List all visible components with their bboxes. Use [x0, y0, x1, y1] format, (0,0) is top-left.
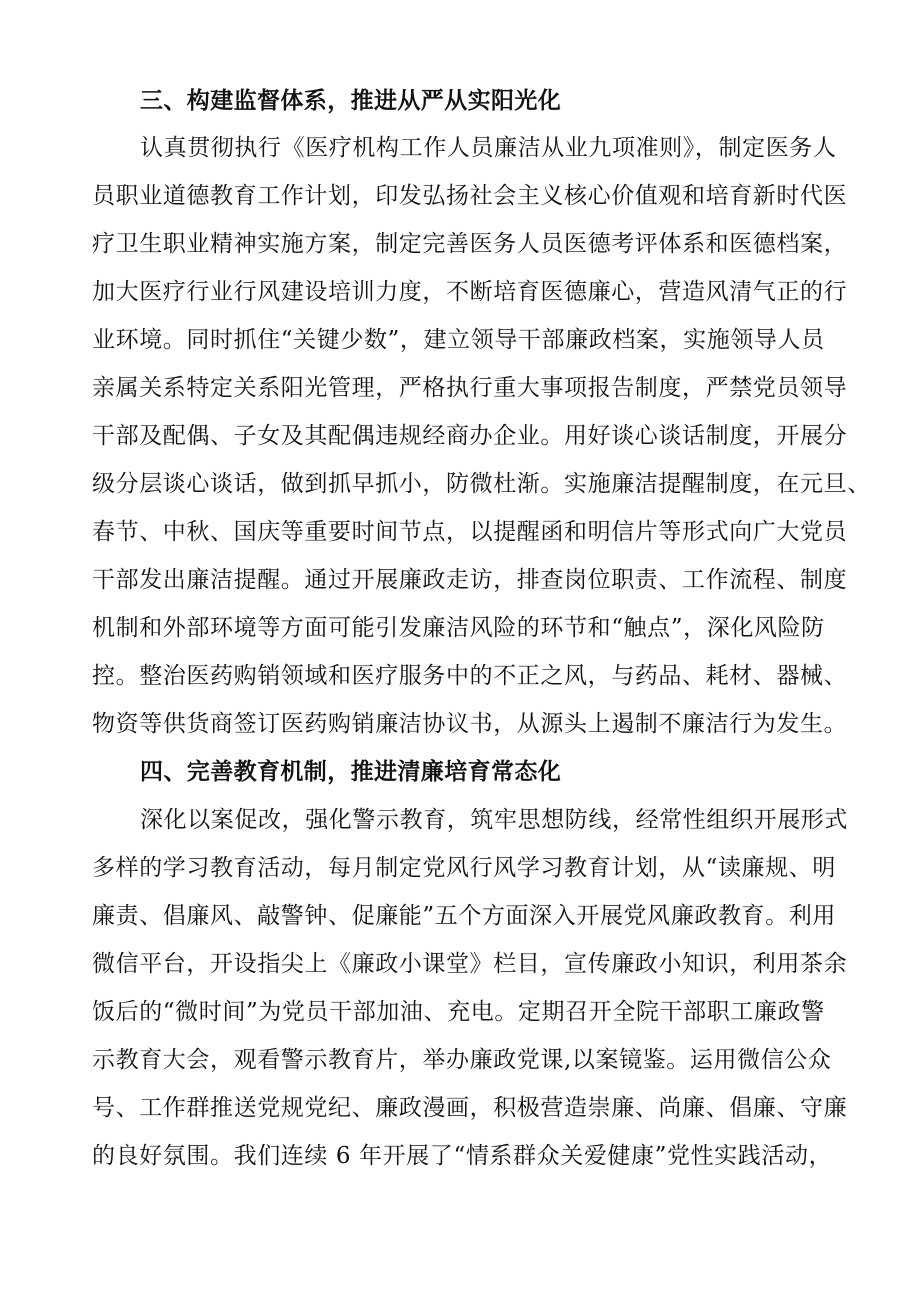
paragraph-line: 物资等供货商签订医药购销廉洁协议书，从源头上遏制不廉洁行为发生。	[92, 711, 848, 737]
paragraph-line: 微信平台，开设指尖上《廉政小课堂》栏目，宣传廉政小知识，利用茶余	[92, 951, 848, 977]
paragraph-line: 业环境。同时抓住“关键少数”，建立领导干部廉政档案，实施领导人员	[92, 327, 825, 353]
section-heading: 三、构建监督体系，推进从严从实阳光化	[140, 88, 562, 114]
paragraph-line: 春节、中秋、国庆等重要时间节点，以提醒函和明信片等形式向广大党员	[92, 519, 848, 545]
paragraph-line: 亲属关系特定关系阳光管理，严格执行重大事项报告制度，严禁党员领导	[92, 375, 848, 401]
paragraph-line: 的良好氛围。我们连续 6 年开展了“情系群众关爱健康”党性实践活动，	[92, 1143, 833, 1169]
paragraph-line: 饭后的“微时间”为党员干部加油、充电。定期召开全院干部职工廉政警	[92, 999, 825, 1025]
paragraph-line: 号、工作群推送党规党纪、廉政漫画，积极营造崇廉、尚廉、倡廉、守廉	[92, 1095, 848, 1121]
paragraph-line: 廉责、倡廉风、敲警钟、促廉能”五个方面深入开展党风廉政教育。利用	[92, 903, 836, 929]
paragraph-line: 疗卫生职业精神实施方案，制定完善医务人员医德考评体系和医德档案，	[92, 231, 848, 257]
paragraph-line: 加大医疗行业行风建设培训力度，不断培育医德廉心，营造风清气正的行	[92, 279, 848, 305]
paragraph-line: 多样的学习教育活动，每月制定党风行风学习教育计划，从“读廉规、明	[92, 855, 836, 881]
paragraph-line: 控。整治医药购销领域和医疗服务中的不正之风，与药品、耗材、器械、	[92, 663, 848, 689]
paragraph-line: 干部发出廉洁提醒。通过开展廉政走访，排查岗位职责、工作流程、制度	[92, 567, 848, 593]
section-heading: 四、完善教育机制，推进清廉培育常态化	[140, 759, 562, 785]
paragraph-line: 机制和外部环境等方面可能引发廉洁风险的环节和“触点”，深化风险防	[92, 615, 825, 641]
paragraph-line: 干部及配偶、子女及其配偶违规经商办企业。用好谈心谈话制度，开展分	[92, 423, 848, 449]
paragraph-line: 示教育大会，观看警示教育片，举办廉政党课,以案镜鉴。运用微信公众	[92, 1047, 832, 1073]
paragraph-line: 深化以案促改，强化警示教育，筑牢思想防线，经常性组织开展形式	[140, 807, 848, 833]
paragraph-line: 认真贯彻执行《医疗机构工作人员廉洁从业九项准则》，制定医务人	[140, 135, 837, 161]
paragraph-line: 级分层谈心谈话，做到抓早抓小，防微杜渐。实施廉洁提醒制度，在元旦、	[92, 471, 871, 497]
paragraph-line: 员职业道德教育工作计划，印发弘扬社会主义核心价值观和培育新时代医	[92, 183, 848, 209]
